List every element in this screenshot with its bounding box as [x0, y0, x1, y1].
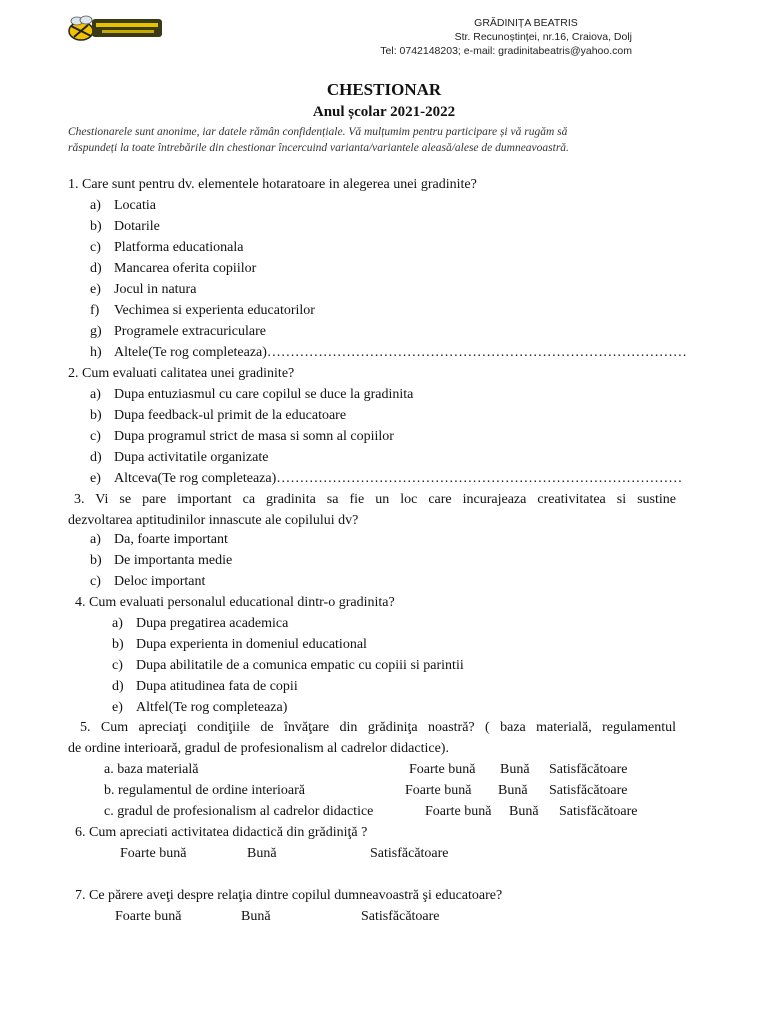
q3-line-1: 3. Vi se pare important ca gradinita sa fie un loc care incurajeaza creativitatea si sustine — [74, 492, 676, 507]
q3-option-a: a) Da, foarte important — [90, 532, 228, 547]
q2-option-b: b) Dupa feedback-ul primit de la educatoare — [90, 408, 347, 423]
q5-row-label: b. regulamentul de ordine interioară — [104, 783, 305, 798]
q3-option-c: c) Deloc important — [90, 574, 206, 589]
kindergarten-contact: Tel: 0742148203; e-mail: gradinitabeatris@yahoo.com — [380, 45, 632, 57]
intro-line-1: Chestionarele sunt anonime, iar datele rămân confidențiale. Vă mulțumim pentru participare și vă rugăm să — [68, 126, 568, 138]
rating-buna: Bună — [498, 783, 528, 798]
q1-option-d: d) Mancarea oferita copiilor — [90, 261, 257, 276]
rating-foarte-buna: Foarte bună — [409, 762, 476, 777]
q1-option-b: b) Dotarile — [90, 219, 160, 234]
question-6: 6. Cum apreciati activitatea didactică din grădiniţă ? — [75, 825, 368, 840]
question-3 — [68, 489, 676, 531]
rating-foarte-buna: Foarte bună — [405, 783, 472, 798]
q6-ratings — [0, 845, 768, 863]
q2-option-d: d) Dupa activitatile organizate — [90, 450, 269, 465]
q3-line-2: dezvoltarea aptitudinilor innascute ale copilului dv? — [68, 513, 359, 528]
q3-option-b: b) De importanta medie — [90, 553, 233, 568]
q5-row-c — [0, 803, 768, 821]
rating-satisfacatoare: Satisfăcătoare — [559, 804, 638, 819]
q1-option-c: c) Platforma educationala — [90, 240, 244, 255]
rating-satisfacatoare: Satisfăcătoare — [549, 762, 628, 777]
page-subtitle: Anul școlar 2021-2022 — [312, 104, 456, 120]
question-2: 2. Cum evaluati calitatea unei gradinite? — [68, 366, 295, 381]
kindergarten-address: Str. Recunoștinței, nr.16, Craiova, Dolj — [454, 31, 632, 43]
rating-satisfacatoare: Satisfăcătoare — [370, 846, 449, 861]
rating-buna: Bună — [500, 762, 530, 777]
q5-row-a — [0, 761, 768, 779]
question-7: 7. Ce părere aveţi despre relaţia dintre copilul dumneavoastră şi educatoare? — [75, 888, 503, 903]
page-title: CHESTIONAR — [326, 80, 442, 99]
intro-line-2: răspundeți la toate întrebările din chestionar încercuind varianta/variantele aleasă/alese de dumneavoastră. — [68, 142, 569, 154]
q2-option-c: c) Dupa programul strict de masa si somn al copiilor — [90, 429, 394, 444]
q5-row-b — [0, 782, 768, 800]
kindergarten-logo — [66, 12, 168, 46]
question-1: 1. Care sunt pentru dv. elementele hotaratoare in alegerea unei gradinite? — [68, 177, 477, 192]
q4-option-b: b) Dupa experienta in domeniul educational — [112, 637, 367, 652]
q1-option-e: e) Jocul in natura — [90, 282, 197, 297]
question-5 — [68, 717, 676, 759]
rating-foarte-buna: Foarte bună — [115, 909, 182, 924]
rating-satisfacatoare: Satisfăcătoare — [549, 783, 628, 798]
rating-foarte-buna: Foarte bună — [425, 804, 492, 819]
q4-option-d: d) Dupa atitudinea fata de copii — [112, 679, 298, 694]
rating-satisfacatoare: Satisfăcătoare — [361, 909, 440, 924]
q7-ratings — [0, 908, 768, 926]
rating-buna: Bună — [241, 909, 271, 924]
document-header — [360, 16, 632, 58]
q2-option-a: a) Dupa entuziasmul cu care copilul se duce la gradinita — [90, 387, 414, 402]
intro-text — [68, 124, 668, 156]
q5-row-label: a. baza materială — [104, 762, 199, 777]
q5-row-label: c. gradul de profesionalism al cadrelor didactice — [104, 804, 374, 819]
q2-option-e: e) Altceva(Te rog completeaza)…………………………………………………………………………… — [90, 471, 683, 486]
q5-line-2: de ordine interioară, gradul de profesionalism al cadrelor didactice). — [68, 741, 449, 756]
question-4: 4. Cum evaluati personalul educational dintr-o gradinita? — [75, 595, 395, 610]
kindergarten-name: GRĂDINIȚA BEATRIS — [474, 17, 578, 29]
q5-line-1: 5. Cum apreciaţi condiţiile de învăţare din grădiniţa noastră? ( baza materială, regulamentul — [80, 720, 676, 735]
q4-option-a: a) Dupa pregatirea academica — [112, 616, 289, 631]
q4-option-c: c) Dupa abilitatile de a comunica empatic cu copiii si parintii — [112, 658, 464, 673]
rating-buna: Bună — [247, 846, 277, 861]
q4-option-e: e) Altfel(Te rog completeaza) — [112, 700, 288, 715]
rating-foarte-buna: Foarte bună — [120, 846, 187, 861]
q1-option-f: f) Vechimea si experienta educatorilor — [90, 303, 315, 318]
q1-option-a: a) Locatia — [90, 198, 156, 213]
q1-option-h: h) Altele(Te rog completeaza)……………………………………………………………………………… — [90, 345, 687, 360]
q1-option-g: g) Programele extracuriculare — [90, 324, 266, 339]
rating-buna: Bună — [509, 804, 539, 819]
